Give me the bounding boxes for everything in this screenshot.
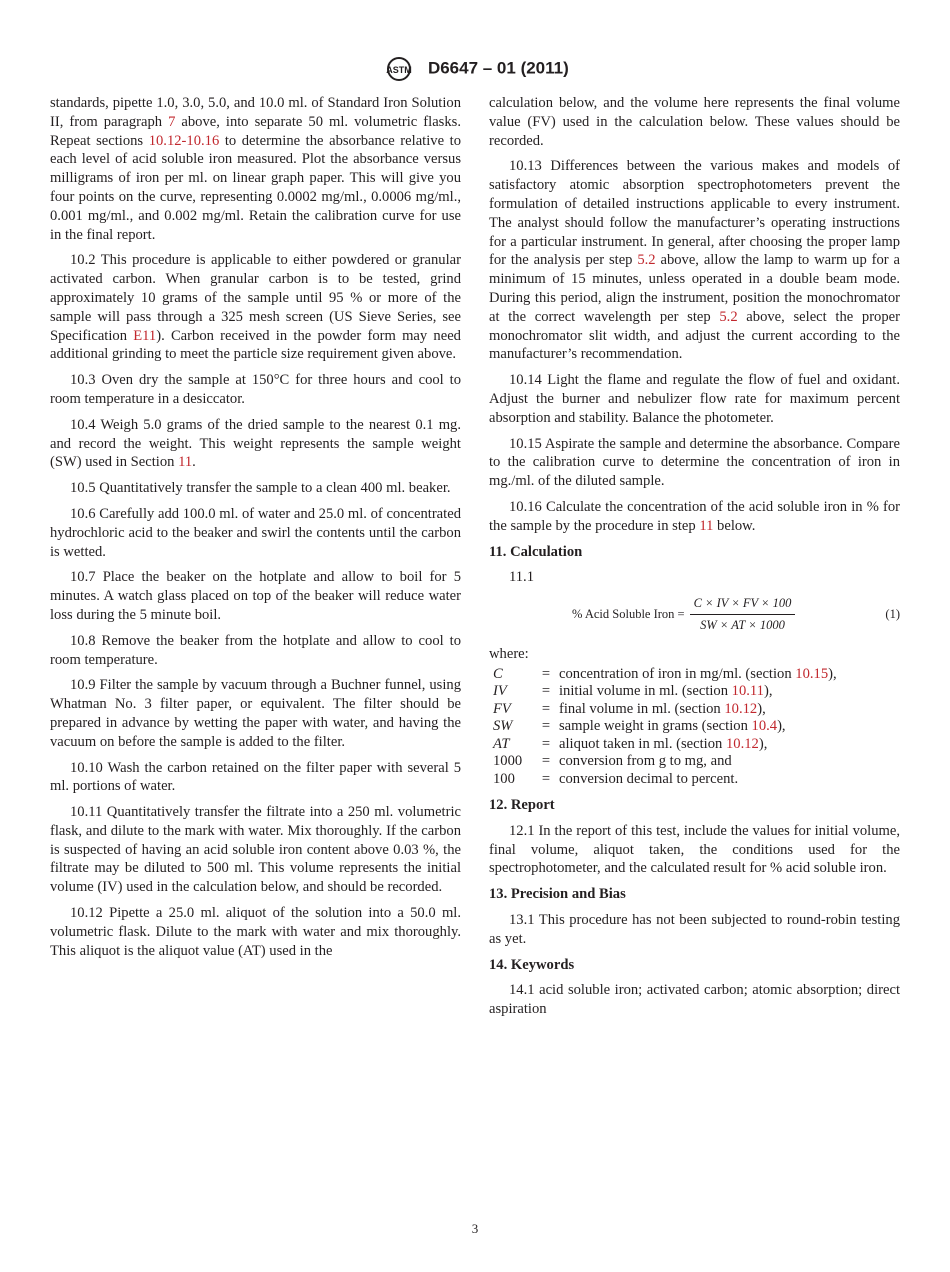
definition-description: conversion from g to mg, and (559, 753, 732, 770)
paragraph-text: 10.3 Oven dry the sample at 150°C for three hours and cool to room temperature in a desiccator. (50, 372, 461, 407)
paragraph-text: . (192, 454, 196, 471)
definition-description: initial volume in ml. (section (559, 683, 732, 700)
paragraph-text: below. (713, 517, 756, 534)
paragraph (50, 94, 461, 244)
paragraph: 13.1 This procedure has not been subjected to round-robin testing as yet. (489, 912, 900, 947)
paragraph-text: ). Carbon received in the powder form may need additional grinding to meet the particle size requirement given above. (50, 327, 461, 363)
paragraph (50, 416, 461, 472)
cross-reference-link[interactable]: 11 (699, 517, 714, 534)
definition-symbol: IV (493, 683, 507, 700)
cross-reference-link[interactable]: 11 (178, 454, 193, 471)
equals-sign: = (541, 753, 551, 770)
equals-sign: = (541, 770, 551, 787)
cross-reference-link[interactable]: 10.4 (751, 718, 778, 735)
section-heading: 14. Keywords (489, 956, 575, 973)
definition-row (493, 701, 837, 719)
definition-description: final volume in ml. (section (559, 700, 725, 717)
definition-text (559, 683, 837, 701)
definition-description: conversion decimal to percent. (559, 770, 739, 787)
section-heading-calculation: 11. Calculation (489, 543, 583, 560)
definition-symbol: 1000 (493, 753, 523, 770)
definition-punctuation: ), (757, 700, 766, 717)
definition-row (493, 683, 837, 701)
definition-row (493, 736, 837, 754)
paragraph-text: above, allow the lamp to warm up for a minimum of 15 minutes, unless operated in a double beam mode. During this period, align the instrument, position the monochromator at the correct wavelength per step (489, 252, 900, 325)
paragraph-text: 10.10 Wash the carbon retained on the filter paper with several 5 ml. portions of water. (50, 759, 461, 795)
paragraph-text: 10.14 Light the flame and regulate the flow of fuel and oxidant. Adjust the burner and nebulizer flow rate for maximum percent absorption and stability. Balance the photometer. (489, 372, 900, 426)
equation-lhs: % Acid Soluble Iron = (572, 607, 685, 622)
cross-reference-link[interactable]: 5.2 (719, 308, 738, 325)
equation-acid-soluble-iron (489, 594, 900, 635)
section-heading: 12. Report (489, 797, 555, 814)
where-label: where: (489, 645, 529, 662)
equation-denominator: SW × AT × 1000 (700, 617, 785, 632)
right-column (489, 94, 900, 1026)
paragraph-text: 10.5 Quantitatively transfer the sample to a clean 400 ml. beaker. (70, 480, 451, 497)
cross-reference-link[interactable]: 10.12 (724, 700, 758, 717)
definition-punctuation: ), (763, 683, 773, 700)
definition-row (493, 666, 837, 684)
paragraph (50, 479, 461, 498)
equation-fraction (690, 594, 796, 635)
procedure-continued (489, 94, 900, 536)
page-number: 3 (471, 1221, 479, 1236)
paragraph: 12.1 In the report of this test, include the values for initial volume, final volume, aliquot taken, the conditions used for the spectrophotometer, and the calculated result for % acid soluble iron. (489, 822, 900, 877)
definition-text (559, 718, 837, 736)
paragraph-text: 10.2 This procedure is applicable to either powdered or granular activated carbon. When granular carbon is to be tested, grind approximately 10 grams of the sample until 95 % or more of the sample will pass through a 325 mesh screen (US Sieve Series, see Specification (50, 252, 461, 344)
paragraph (489, 157, 900, 364)
paragraph-text: 10.11 Quantitatively transfer the filtrate into a 250 ml. volumetric flask, and dilute to the mark with water. Mix thoroughly. If the carbon is suspected of having an acid soluble iron content above 0.03 %, the filtrate may be diluted to 500 ml. This volume represents the initial volume (IV) used in the calculation below, and should be recorded. (50, 804, 461, 896)
paragraph (50, 371, 461, 409)
definition-row (493, 718, 837, 736)
definition-text (559, 771, 837, 789)
definition-symbol: 100 (493, 770, 515, 787)
paragraph (489, 371, 900, 427)
definition-symbol: C (493, 665, 503, 682)
astm-logo-icon (381, 56, 417, 82)
paragraph: 14.1 acid soluble iron; activated carbon; atomic absorption; direct aspiration (489, 982, 900, 1018)
cross-reference-link[interactable]: 10.12 (725, 735, 759, 752)
paragraph (50, 632, 461, 670)
definition-text (559, 701, 837, 719)
paragraph-text: 10.15 Aspirate the sample and determine the absorbance. Compare to the calibration curve to determine the concentration of iron in mg./ml. of the diluted sample. (489, 435, 900, 490)
left-column (50, 94, 461, 967)
definition-text (559, 666, 837, 684)
cross-reference-link[interactable]: E11 (133, 327, 157, 344)
paragraph (50, 904, 461, 960)
paragraph (489, 498, 900, 536)
definition-row (493, 753, 837, 771)
paragraph-text: 10.8 Remove the beaker from the hotplate and allow to cool to room temperature. (50, 632, 461, 668)
cross-reference-link[interactable]: 7 (168, 113, 176, 130)
definition-punctuation: ), (777, 718, 786, 735)
paragraph (50, 568, 461, 624)
paragraph (50, 759, 461, 797)
paragraph (50, 803, 461, 897)
cross-reference-link[interactable]: 10.12-10.16 (148, 132, 220, 149)
document-designation: D6647 – 01 (2011) (427, 58, 569, 78)
equation-numerator: C × IV × FV × 100 (690, 594, 796, 615)
definition-symbol: FV (493, 700, 511, 717)
paragraph-text: 10.9 Filter the sample by vacuum through a Buchner funnel, using Whatman No. 3 filter paper, or equivalent. The filter should be prepared in advance by wetting the paper with water, and having the vacuum on before the sample is added to the filter. (50, 677, 461, 750)
section-heading: 13. Precision and Bias (489, 886, 626, 903)
equals-sign: = (541, 683, 551, 700)
paragraph-text: standards, pipette 1.0, 3.0, 5.0, and 10.0 ml. of Standard Iron Solution II, from paragraph (50, 95, 461, 130)
definitions-table (493, 666, 837, 789)
definition-text (559, 753, 837, 771)
paragraph-text: above, select the proper monochromator slit width, and adjust the current according to the manufacturer’s recommendation. (489, 308, 900, 363)
paragraph-text: above, into separate 50 ml. volumetric flasks. Repeat sections (50, 113, 461, 149)
definition-punctuation: ), (828, 665, 837, 682)
definition-punctuation: ), (758, 735, 768, 752)
paragraph-text: to determine the absorbance relative to each level of acid soluble iron measured. Plot the absorbance versus milligrams of iron per ml. on linear graph paper. This will give you four points on the curve, representing 0.0002 mg/ml., 0.0006 mg/ml., 0.001 mg/ml., and 0.002 mg/ml. Retain the calibration curve for use in the final report. (50, 132, 461, 243)
page-header (0, 56, 950, 82)
closing-sections (489, 796, 900, 1019)
paragraph-text: 10.16 Calculate the concentration of the acid soluble iron in % for the sample by the procedure in step (489, 498, 900, 534)
cross-reference-link[interactable]: 5.2 (637, 252, 656, 269)
definition-symbol: AT (493, 735, 510, 752)
svg-text:ASTM: ASTM (386, 65, 412, 75)
paragraph (50, 505, 461, 561)
paragraph (50, 251, 461, 364)
definition-description: concentration of iron in mg/ml. (section (559, 665, 796, 682)
equation-number: (1) (885, 607, 900, 622)
paragraph (489, 435, 900, 491)
definition-text (559, 736, 837, 754)
paragraph-text: 10.12 Pipette a 25.0 ml. aliquot of the solution into a 50.0 ml. volumetric flask. Dilute to the mark with water and mix thoroughly. This aliquot is the aliquot value (AT) used in the (50, 905, 461, 959)
definition-row (493, 771, 837, 789)
paragraph-text: calculation below, and the volume here represents the final volume value (FV) used in the calculation below. These values should be recorded. (489, 95, 900, 149)
subsection-number: 11.1 (509, 569, 534, 586)
definition-symbol: SW (493, 718, 513, 735)
equals-sign: = (541, 665, 551, 682)
definition-description: sample weight in grams (section (559, 718, 752, 735)
paragraph-text: 10.13 Differences between the various makes and models of satisfactory atomic absorption spectrophotometers prevent the formulation of detailed instructions applicable to every instrument. The analyst should follow the manufacturer’s operating instructions for a particular instrument. In general, after choosing the proper lamp for the analysis per step (489, 158, 900, 269)
equals-sign: = (541, 700, 551, 717)
equals-sign: = (541, 718, 551, 735)
definition-description: aliquot taken in ml. (section (559, 735, 726, 752)
paragraph-text: 10.4 Weigh 5.0 grams of the dried sample to the nearest 0.1 mg. and record the weight. This weight represents the sample weight (SW) used in Section (50, 416, 461, 471)
paragraph (489, 94, 900, 150)
cross-reference-link[interactable]: 10.15 (795, 665, 829, 682)
paragraph-text: 10.6 Carefully add 100.0 ml. of water and 25.0 ml. of concentrated hydrochloric acid to the beaker and swirl the contents until the carbon is wetted. (50, 505, 461, 560)
paragraph-text: 10.7 Place the beaker on the hotplate and allow to boil for 5 minutes. A watch glass placed on top of the beaker will reduce water loss during the 5 minute boil. (50, 569, 461, 623)
paragraph (50, 676, 461, 751)
equals-sign: = (541, 735, 551, 752)
cross-reference-link[interactable]: 10.11 (731, 683, 764, 700)
